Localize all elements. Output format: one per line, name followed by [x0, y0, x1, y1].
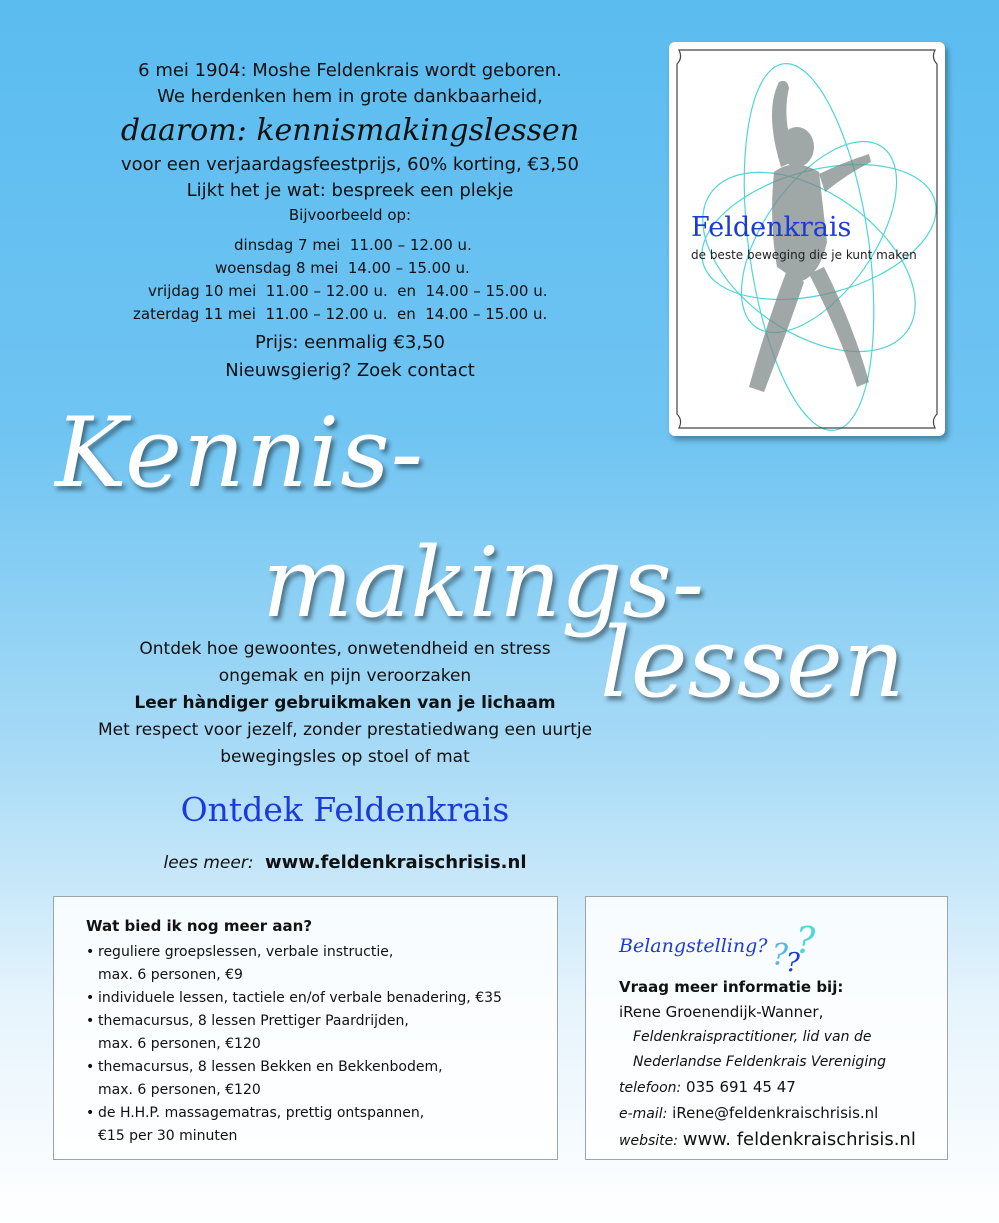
intro-headline: daarom: kennismakingslessen — [120, 113, 580, 148]
contact-role-2: Nederlandse Feldenkrais Vereniging — [633, 1054, 886, 1070]
feldenkrais-card — [669, 42, 945, 436]
price-line: Prijs: eenmalig €3,50 — [255, 332, 445, 353]
offer-list — [86, 941, 546, 1148]
phone-number[interactable]: 035 691 45 47 — [686, 1078, 796, 1096]
ontdek-heading: Ontdek Feldenkrais — [180, 790, 510, 829]
website-label: website: — [619, 1133, 678, 1149]
schedule-line-1: dinsdag 7 mei 11.00 – 12.00 u. — [234, 236, 472, 254]
lees-meer-label: lees meer: — [163, 853, 254, 873]
middle-line-3: Leer hàndiger gebruikmaken van je lichaam — [134, 693, 556, 713]
headline-part-3: lessen — [600, 607, 905, 719]
intro-price-block — [90, 328, 610, 384]
list-item: • de H.H.P. massagematras, prettig ontspannen, €15 per 30 minuten — [86, 1105, 425, 1144]
schedule-line-3: vrijdag 10 mei 11.00 – 12.00 u. en 14.00 – 15.00 u. — [148, 282, 548, 300]
website-link[interactable]: www.feldenkraischrisis.nl — [264, 852, 527, 873]
list-item: • themacursus, 8 lessen Prettiger Paardrijden, max. 6 personen, €120 — [86, 1013, 409, 1052]
intro-block — [90, 58, 610, 227]
list-item: • individuele lessen, tactiele en/of verbale benadering, €35 — [86, 990, 502, 1006]
list-item: • reguliere groepslessen, verbale instructie, max. 6 personen, €9 — [86, 944, 394, 983]
contact-title: Belangstelling? — [619, 935, 768, 957]
headline-part-2: makings- — [262, 527, 705, 639]
card-brand: Feldenkrais — [691, 212, 852, 243]
contact-role-1: Feldenkraispractitioner, lid van de — [633, 1029, 872, 1045]
phone-label: telefoon: — [619, 1080, 682, 1096]
email-address[interactable]: iRene@feldenkraischrisis.nl — [672, 1104, 879, 1122]
intro-bijvoorbeeld: Bijvoorbeeld op: — [288, 206, 412, 224]
middle-line-4: Met respect voor jezelf, zonder prestatiedwang een uurtje — [97, 720, 593, 740]
list-item: • themacursus, 8 lessen Bekken en Bekkenbodem, max. 6 personen, €120 — [86, 1059, 443, 1098]
card-tagline: de beste beweging die je kunt maken — [691, 248, 917, 262]
contact-prompt-label: Vraag meer informatie bij: — [619, 978, 844, 996]
lees-meer — [60, 852, 630, 873]
contact-details — [619, 975, 939, 1154]
offer-title: Wat bied ik nog meer aan? — [86, 917, 313, 935]
svg-text:?: ? — [786, 948, 800, 977]
middle-line-2: ongemak en pijn veroorzaken — [218, 666, 472, 686]
offer-box — [53, 896, 558, 1160]
svg-text:?: ? — [796, 921, 816, 962]
intro-line-4: voor een verjaardagsfeestprijs, 60% korting, €3,50 — [121, 154, 579, 175]
intro-line-5: Lijkt het je wat: bespreek een plekje — [186, 180, 514, 201]
contact-box — [585, 896, 948, 1160]
schedule-line-4: zaterdag 11 mei 11.00 – 12.00 u. en 14.00 – 15.00 u. — [133, 305, 548, 323]
contact-prompt: Nieuwsgierig? Zoek contact — [225, 360, 475, 381]
middle-line-1: Ontdek hoe gewoontes, onwetendheid en stress — [139, 639, 551, 659]
svg-text:?: ? — [772, 938, 789, 973]
contact-name: iRene Groenendijk-Wanner, — [619, 1003, 824, 1021]
intro-line-2: We herdenken hem in grote dankbaarheid, — [157, 86, 543, 107]
headline-part-1: Kennis- — [55, 397, 425, 509]
contact-website[interactable]: www. feldenkraischrisis.nl — [682, 1129, 916, 1150]
schedule-line-2: woensdag 8 mei 14.00 – 15.00 u. — [215, 259, 470, 277]
email-label: e-mail: — [619, 1106, 668, 1122]
intro-line-1: 6 mei 1904: Moshe Feldenkrais wordt geboren. — [138, 60, 562, 81]
question-marks-icon — [772, 919, 822, 977]
middle-line-5: bewegingsles op stoel of mat — [220, 747, 470, 767]
middle-text — [60, 636, 630, 771]
